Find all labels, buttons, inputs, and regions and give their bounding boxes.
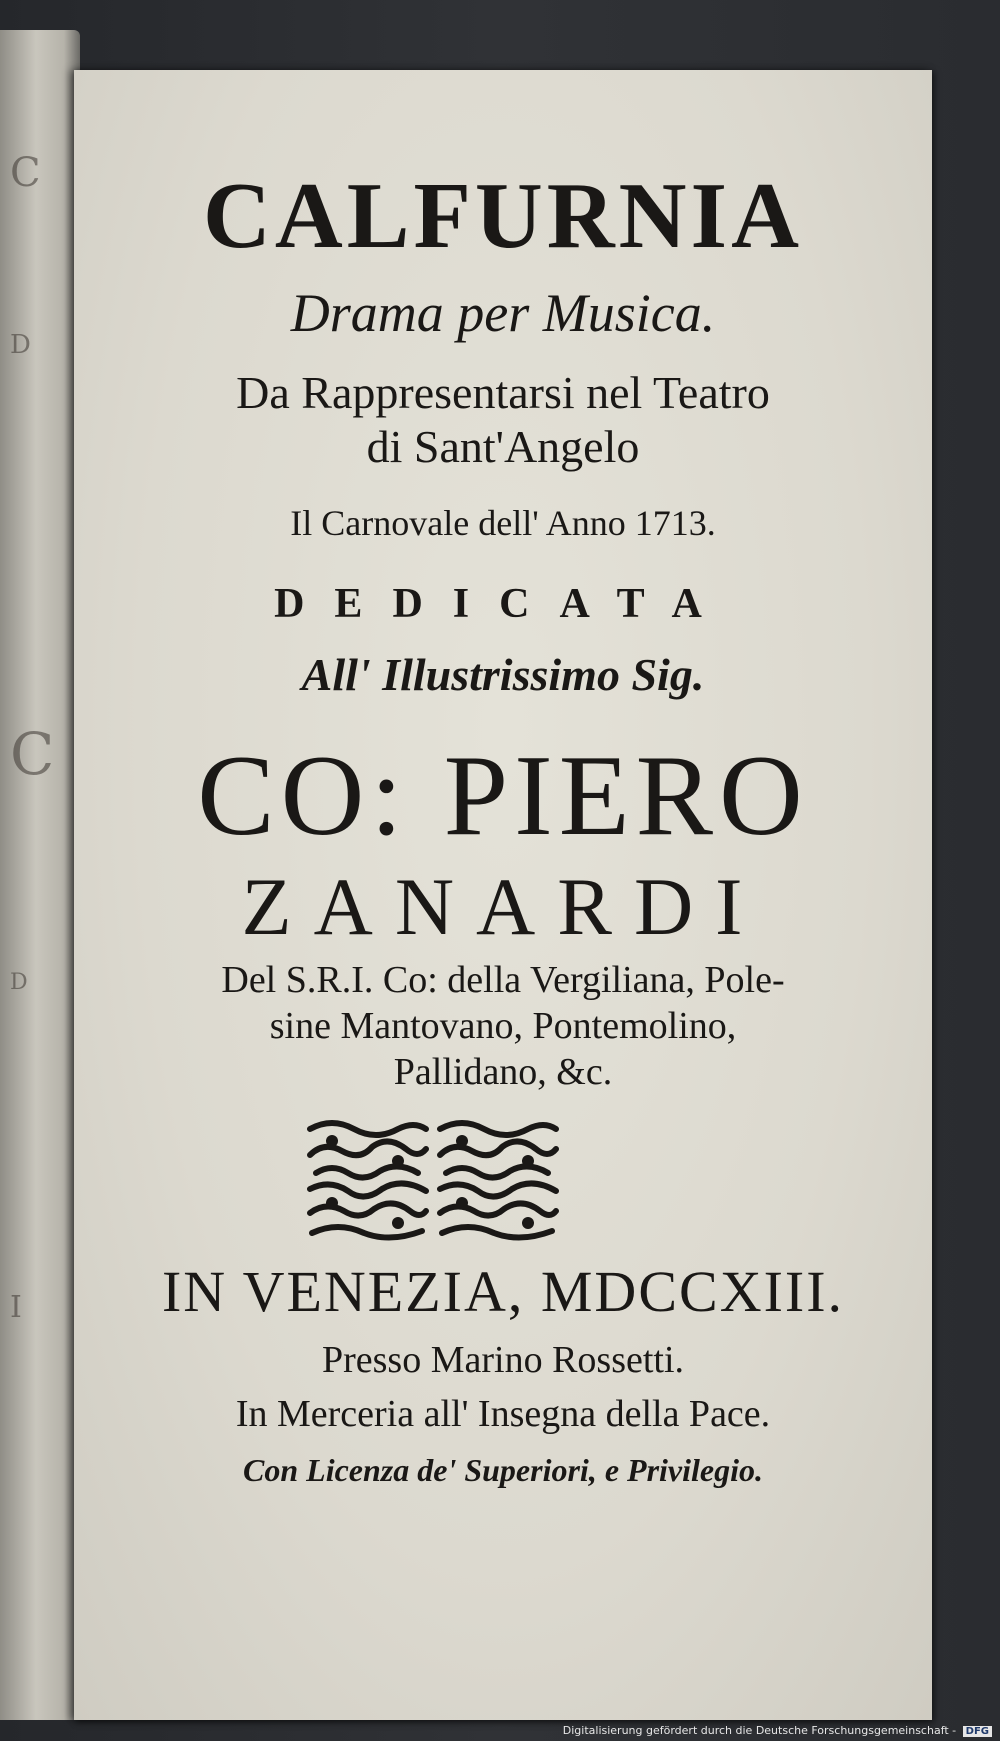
performance-line-1: Da Rappresentarsi nel Teatro: [236, 367, 770, 418]
dedicatee-titles-1: Del S.R.I. Co: della Vergiliana, Pole-: [221, 959, 785, 1001]
title-page: [74, 70, 932, 1720]
imprint-shop: In Merceria all' Insegna della Pace.: [235, 1393, 771, 1435]
dedicatee-name-2: ZANARDI: [241, 861, 765, 952]
performance-line-2: di Sant'Angelo: [366, 421, 640, 472]
imprint-city: IN VENEZIA, MDCCXIII.: [161, 1259, 845, 1324]
bleed-through-text: D: [10, 970, 28, 995]
bleed-through-text: C: [10, 720, 55, 788]
imprint-printer: Presso Marino Rossetti.: [321, 1339, 685, 1381]
printers-ornament: [302, 1115, 564, 1243]
bleed-through-text: I: [10, 1290, 22, 1325]
license-line: Con Licenza de' Superiori, e Privilegio.: [243, 1452, 763, 1488]
dedicatee-honorific: All' Illustrissimo Sig.: [301, 649, 705, 700]
dedication-word: DEDICATA: [274, 581, 732, 627]
book-title: CALFURNIA: [203, 164, 803, 268]
digitization-credit: [563, 1724, 992, 1737]
dedicatee-titles-2: sine Mantovano, Pontemolino,: [269, 1005, 737, 1047]
dedicatee-titles-3: Pallidano, &c.: [393, 1051, 613, 1093]
carnival-date: Il Carnovale dell' Anno 1713.: [290, 503, 716, 543]
credit-text: Digitalisierung gefördert durch die Deutsche Forschungsgemeinschaft -: [562, 1724, 957, 1737]
dedicatee-name-1: CO: PIERO: [197, 732, 809, 860]
bleed-through-text: D: [10, 330, 31, 360]
left-page-edge: [0, 30, 80, 1720]
book-subtitle: Drama per Musica.: [290, 283, 716, 343]
dfg-logo: DFG: [963, 1726, 992, 1737]
bleed-through-text: C: [10, 150, 41, 196]
